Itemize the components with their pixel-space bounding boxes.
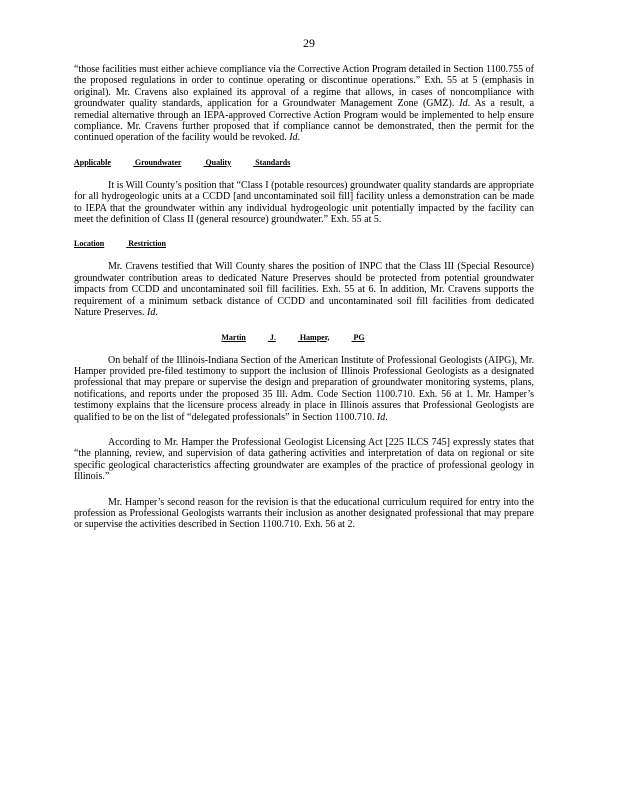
heading-word: Standards — [255, 157, 291, 167]
heading-word: Martin — [221, 332, 246, 342]
heading-word: Restriction — [128, 239, 166, 249]
heading-word: Location — [74, 239, 105, 249]
period: . — [385, 411, 388, 423]
paragraph-location-restriction — [74, 261, 534, 318]
period: . — [297, 132, 301, 144]
page-number: 29 — [303, 36, 315, 50]
id-citation: Id — [376, 411, 386, 423]
period: . — [155, 307, 158, 319]
heading-word: PG — [353, 332, 365, 342]
heading-word: Groundwater — [134, 157, 182, 167]
section-heading-hamper — [74, 333, 534, 343]
paragraph-class-i-standards: It is Will County’s position that “Class I (potable resources) groundwater quality standards are appropriate for all hydrogeologic units at a CCDD [and uncontaminated soil fill] facility unless a demonstration can be made to IEPA that the groundwater within any individual hydrogeologic unit potentially impacted by the facility can meet the definition of Class II (general resource) groundwater.” Exh. 55 at 5. — [74, 179, 534, 226]
paragraph-educational-curriculum: Mr. Hamper’s second reason for the revision is that the educational curriculum required for entry into the profession as Professional Geologists warrants their inclusion as another designated professional that may prepare or supervise the activities described in Section 1100.710. Exh. 56 at 2. — [74, 496, 534, 531]
paragraph-text: Mr. Cravens testified that Will County shares the position of INPC that the Class III (Special Resource) groundwater contribution areas to dedicated Nature Preserves should be protected from potential groundwater impacts from CCDD and uncontaminated soil fill facilities. Exh. 55 at 6. In addition, Mr. Cravens supports the requirement of a minimum setback distance of CCDD and uncontaminated soil fill facilities from dedicated Nature Preserves. — [74, 261, 534, 319]
heading-word: J. — [269, 332, 276, 342]
paragraph-text: On behalf of the Illinois-Indiana Section of the American Institute of Professional Geologists (AIPG), Mr. Hamper provided pre-filed testimony to support the inclusion of Illinois Professional Geologists as a designated professional that may prepare or supervise the design and preparation of groundwater monitoring systems, plans, notifications, and reports under the proposed 35 Ill. Adm. Code Section 1100.710. Exh. 56 at 1. Mr. Hamper’s testimony explains that the licensure process already in place in Illinois assures that Professional Geologists are qualified to be on the list of “delegated professionals” in Section 1100.710. — [74, 354, 534, 423]
heading-word: Hamper, — [299, 332, 330, 342]
heading-word: Applicable — [74, 157, 111, 167]
section-heading-location-restriction — [74, 239, 534, 249]
paragraph-cravens-corrective-action — [74, 64, 534, 144]
document-body — [74, 64, 534, 545]
id-citation: Id — [459, 98, 468, 110]
paragraph-text: “those facilities must either achieve compliance via the Corrective Action Program detailed in Section 1100.755 of the proposed regulations in order to continue operating or discontinue operations.” Exh. 55 at 5 (emphasis in original). Mr. Cravens also explained its approval of a regime that allows, in cases of noncompliance with groundwater quality standards, application for a Groundwater Management Zone (GMZ). — [74, 64, 534, 110]
id-citation: Id — [289, 132, 298, 144]
paragraph-hamper-testimony — [74, 355, 534, 423]
heading-word: Quality — [205, 157, 232, 167]
paragraph-text: . As a result, a remedial alternative through an IEPA-approved Corrective Action Program would be implemented to help ensure compliance. Mr. Cravens further proposed that if compliance cannot be demonstrated, then the permit for the continued operation of the facility would be revoked. — [74, 98, 535, 144]
paragraph-licensing-act: According to Mr. Hamper the Professional Geologist Licensing Act [225 ILCS 745] expressly states that “the planning, review, and supervision of data gathering activities and interpretation of data on regional or site specific geological characteristics affecting groundwater are examples of the practice of professional geology in Illinois.” — [74, 436, 534, 483]
id-citation: Id — [147, 307, 156, 319]
section-heading-groundwater-standards — [74, 158, 534, 168]
